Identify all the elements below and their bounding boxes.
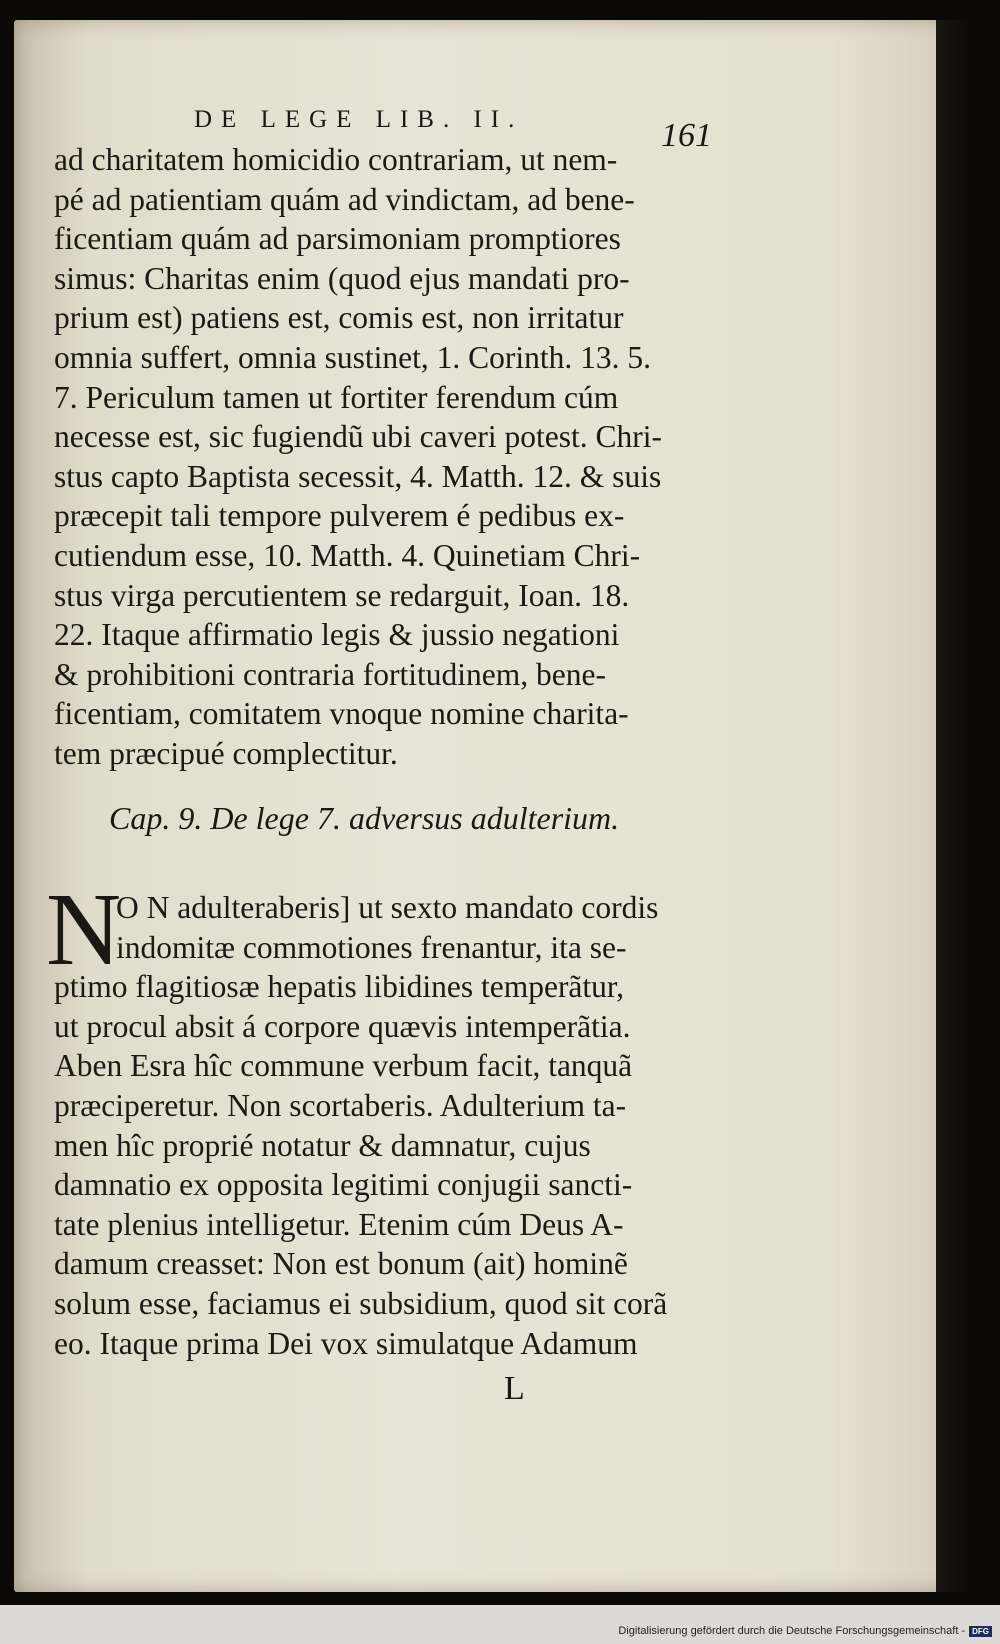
text-line: præcepit tali tempore pulverem é pedibus ex-	[54, 498, 625, 534]
signature-mark: L	[504, 1370, 525, 1407]
text-line: 7. Periculum tamen ut fortiter ferendum cúm	[54, 379, 619, 415]
text-line: ficentiam, comitatem vnoque nomine charita-	[54, 696, 629, 732]
text-line: & prohibitioni contraria fortitudinem, bene-	[54, 656, 606, 692]
text-line: stus virga percutientem se redarguit, Ioan. 18.	[54, 577, 630, 613]
text-line: eo. Itaque prima Dei vox simulatque Adamum	[54, 1325, 638, 1361]
text-line: stus capto Baptista secessit, 4. Matth. 12. & suis	[54, 458, 662, 494]
paragraph-1	[54, 140, 714, 774]
text-line: cutiendum esse, 10. Matth. 4. Quinetiam Chri-	[54, 537, 641, 573]
text-line: ad charitatem homicidio contrariam, ut nem-	[54, 142, 618, 177]
dfg-logo: DFG	[969, 1626, 992, 1637]
text-line: Aben Esra hîc commune verbum facit, tanquã	[54, 1048, 633, 1084]
text-line: pé ad patientiam quám ad vindictam, ad bene-	[54, 181, 635, 217]
text-line: solum esse, faciamus ei subsidium, quod sit corã	[54, 1285, 668, 1321]
digitization-footer	[618, 1625, 992, 1637]
running-head: DE LEGE LIB. II.	[194, 106, 524, 133]
page-number: 161	[661, 117, 712, 154]
text-line: simus: Charitas enim (quod ejus mandati pro-	[54, 260, 630, 296]
chapter-heading: Cap. 9. De lege 7. adversus adulterium.	[109, 800, 620, 836]
text-line: ptimo flagitiosæ hepatis libidines temperãtur,	[54, 969, 625, 1005]
text-line: damum creasset: Non est bonum (ait) hominẽ	[54, 1246, 628, 1282]
text-line: ut procul absit á corpore quævis intemperãtia.	[54, 1008, 631, 1044]
text-line: 22. Itaque affirmatio legis & jussio negationi	[54, 617, 620, 653]
footer-credit: Digitalisierung gefördert durch die Deutsche Forschungsgemeinschaft -	[618, 1625, 966, 1637]
text-line: indomitæ commotiones frenantur, ita se-	[116, 929, 627, 965]
text-line: ficentiam quám ad parsimoniam promptiores	[54, 221, 621, 257]
text-line: men hîc proprié notatur & damnatur, cujus	[54, 1127, 591, 1163]
text-line: tem præcipué complectitur.	[54, 735, 398, 771]
book-edge	[936, 20, 972, 1592]
text-line: omnia suffert, omnia sustinet, 1. Corinth. 13. 5.	[54, 339, 651, 375]
text-line: damnatio ex opposita legitimi conjugii sancti-	[54, 1167, 633, 1203]
book-page	[14, 20, 972, 1592]
text-line: tate plenius intelligetur. Etenim cúm Deus A-	[54, 1206, 624, 1242]
text-line: prium est) patiens est, comis est, non irritatur	[54, 300, 624, 336]
text-line: O N adulteraberis] ut sexto mandato cordis	[116, 890, 659, 925]
text-line: necesse est, sic fugiendũ ubi caveri potest. Chri-	[54, 419, 662, 455]
drop-initial: N	[46, 872, 122, 987]
text-line: præciperetur. Non scortaberis. Adulterium ta-	[54, 1087, 627, 1123]
paragraph-2	[54, 888, 714, 1363]
